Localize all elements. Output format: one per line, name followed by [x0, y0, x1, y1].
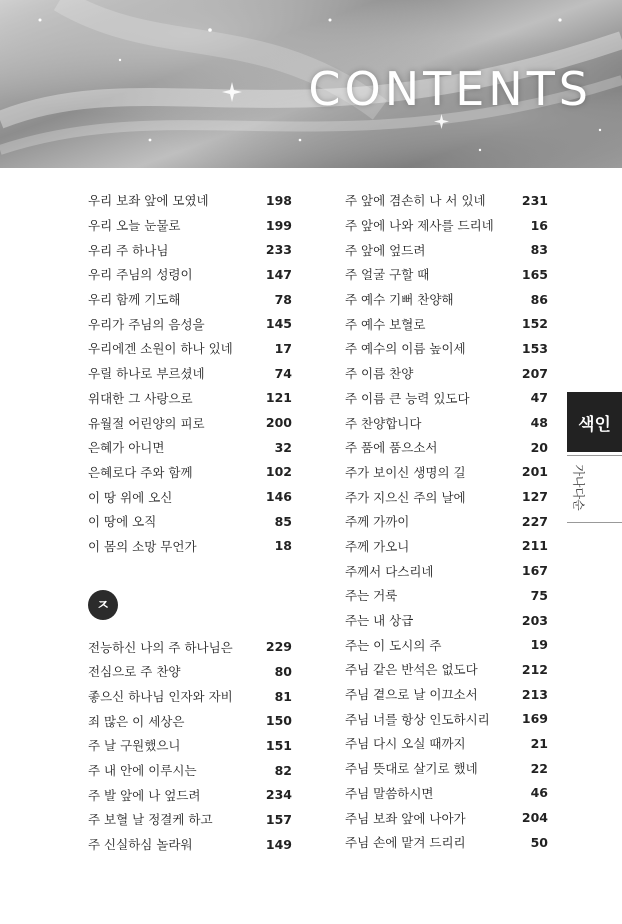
entry-page-number: 151 [265, 737, 292, 753]
entry-page-number: 234 [265, 787, 292, 803]
entry-page-number: 213 [521, 686, 548, 702]
index-entry[interactable] [88, 435, 292, 460]
index-entry[interactable] [345, 410, 548, 435]
entry-page-number: 233 [265, 242, 292, 258]
entry-title: 주 내 안에 이루시는 [88, 763, 197, 779]
entry-page-number: 146 [265, 489, 292, 505]
index-entry[interactable] [345, 682, 548, 707]
alphabetical-label [567, 455, 591, 519]
index-entry[interactable] [88, 213, 292, 238]
index-entry[interactable] [345, 361, 548, 386]
entry-page-number: 212 [521, 661, 548, 677]
index-entry[interactable] [345, 287, 548, 312]
entry-page-number: 81 [274, 688, 292, 704]
index-entry[interactable] [88, 659, 292, 684]
entry-title: 주님 너를 항상 인도하시리 [345, 711, 490, 727]
entry-page-number: 78 [274, 291, 292, 307]
entry-title: 은혜가 아니면 [88, 440, 165, 456]
index-entry[interactable] [88, 534, 292, 559]
entry-page-number: 167 [521, 563, 548, 579]
index-column-right [345, 188, 548, 855]
entry-page-number: 198 [265, 192, 292, 208]
entry-title: 주님 다시 오실 때까지 [345, 736, 466, 752]
entry-title: 주님 곁으로 날 이끄소서 [345, 687, 478, 703]
entry-title: 전능하신 나의 주 하나님은 [88, 639, 233, 655]
entry-page-number: 150 [265, 713, 292, 729]
entry-title: 주 이름 찬양 [345, 366, 414, 382]
index-entry[interactable] [345, 460, 548, 485]
entry-title: 이 몸의 소망 무언가 [88, 538, 197, 554]
index-entry[interactable] [88, 807, 292, 832]
entry-page-number: 21 [530, 735, 548, 751]
entry-page-number: 75 [530, 587, 548, 603]
entry-page-number: 211 [521, 538, 548, 554]
entry-title: 주 예수 기뻐 찬양해 [345, 292, 454, 308]
index-entry[interactable] [345, 706, 548, 731]
entry-page-number: 165 [521, 266, 548, 282]
entry-page-number: 48 [530, 415, 548, 431]
index-entry[interactable] [88, 188, 292, 213]
index-entry[interactable] [345, 608, 548, 633]
entry-page-number: 153 [521, 340, 548, 356]
index-list-right [345, 188, 548, 855]
entry-page-number: 157 [265, 811, 292, 827]
index-entry[interactable] [345, 731, 548, 756]
index-entry[interactable] [345, 534, 548, 559]
entry-title: 우리 함께 기도해 [88, 292, 181, 308]
entry-title: 주 발 앞에 나 엎드려 [88, 787, 201, 803]
index-entry[interactable] [345, 435, 548, 460]
entry-title: 주께 가까이 [345, 514, 410, 530]
entry-page-number: 145 [265, 316, 292, 332]
entry-page-number: 32 [274, 439, 292, 455]
entry-page-number: 47 [530, 390, 548, 406]
index-entry[interactable] [88, 733, 292, 758]
index-entry[interactable] [345, 311, 548, 336]
entry-page-number: 82 [274, 762, 292, 778]
entry-page-number: 169 [521, 711, 548, 727]
entry-title: 이 땅 위에 오신 [88, 489, 173, 505]
entry-page-number: 80 [274, 663, 292, 679]
index-entry[interactable] [345, 336, 548, 361]
entry-title: 주 보혈 날 정결케 하고 [88, 812, 213, 828]
entry-title: 주 앞에 엎드려 [345, 242, 426, 258]
entry-title: 주 날 구원했으니 [88, 738, 181, 754]
entry-title: 주님 같은 반석은 없도다 [345, 662, 478, 678]
entry-title: 주님 말씀하시면 [345, 785, 434, 801]
entry-page-number: 201 [521, 464, 548, 480]
entry-title: 주는 내 상급 [345, 613, 414, 629]
entry-page-number: 204 [521, 810, 548, 826]
entry-page-number: 203 [521, 612, 548, 628]
index-entry[interactable] [345, 509, 548, 534]
entry-title: 주 찬양합니다 [345, 415, 422, 431]
entry-title: 주가 보이신 생명의 길 [345, 464, 466, 480]
entry-title: 주님 손에 맡겨 드리리 [345, 835, 466, 851]
index-entry[interactable] [88, 832, 292, 857]
index-entry[interactable] [345, 213, 548, 238]
entry-title: 주님 뜻대로 살기로 했네 [345, 761, 478, 777]
entry-title: 우리 보좌 앞에 모였네 [88, 193, 209, 209]
index-entry[interactable] [88, 311, 292, 336]
index-entry[interactable] [345, 805, 548, 830]
entry-page-number: 85 [274, 513, 292, 529]
entry-title: 주 이름 큰 능력 있도다 [345, 390, 470, 406]
entry-page-number: 149 [265, 836, 292, 852]
entry-page-number: 22 [530, 760, 548, 776]
entry-page-number: 127 [521, 489, 548, 505]
entry-page-number: 83 [530, 242, 548, 258]
index-entry[interactable] [88, 509, 292, 534]
entry-page-number: 152 [521, 316, 548, 332]
entry-title: 은혜로다 주와 함께 [88, 464, 193, 480]
side-divider-bottom [567, 522, 622, 523]
index-entry[interactable] [345, 583, 548, 608]
index-entry[interactable] [88, 386, 292, 411]
entry-title: 주께서 다스리네 [345, 563, 434, 579]
index-entry[interactable] [345, 386, 548, 411]
entry-page-number: 20 [530, 439, 548, 455]
index-list-left-bottom [88, 634, 292, 856]
index-entry[interactable] [88, 460, 292, 485]
entry-title: 주 품에 품으소서 [345, 440, 438, 456]
index-entry[interactable] [345, 756, 548, 781]
entry-title: 우리 주 하나님 [88, 242, 169, 258]
entry-page-number: 229 [265, 639, 292, 655]
section-badge-jieut: ㅈ [88, 590, 118, 620]
entry-page-number: 121 [265, 390, 292, 406]
entry-page-number: 46 [530, 785, 548, 801]
entry-title: 주 예수의 이름 높이세 [345, 341, 466, 357]
entry-title: 주 신실하심 놀라워 [88, 837, 193, 853]
index-column-left [88, 188, 292, 857]
index-entry[interactable] [88, 634, 292, 659]
entry-title: 주는 이 도시의 주 [345, 637, 442, 653]
index-entry[interactable] [345, 558, 548, 583]
entry-title: 위대한 그 사랑으로 [88, 390, 193, 406]
entry-page-number: 86 [530, 291, 548, 307]
entry-title: 우리 주님의 성령이 [88, 267, 193, 283]
entry-page-number: 207 [521, 365, 548, 381]
index-entry[interactable] [345, 657, 548, 682]
index-entry[interactable] [88, 758, 292, 783]
entry-page-number: 200 [265, 415, 292, 431]
index-entry[interactable] [88, 782, 292, 807]
index-entry[interactable] [88, 708, 292, 733]
index-entry[interactable] [88, 361, 292, 386]
index-entry[interactable] [88, 237, 292, 262]
entry-page-number: 227 [521, 513, 548, 529]
entry-title: 주 예수 보혈로 [345, 316, 426, 332]
index-tab[interactable]: 색인 [567, 392, 622, 452]
entry-title: 우릴 하나로 부르셨네 [88, 366, 205, 382]
entry-title: 주님 보좌 앞에 나아가 [345, 810, 466, 826]
index-entry[interactable] [345, 632, 548, 657]
header-banner [0, 0, 622, 168]
entry-title: 죄 많은 이 세상은 [88, 713, 185, 729]
index-entry[interactable] [88, 484, 292, 509]
index-entry[interactable] [88, 262, 292, 287]
index-entry[interactable] [345, 262, 548, 287]
entry-page-number: 102 [265, 464, 292, 480]
entry-title: 주 앞에 겸손히 나 서 있네 [345, 193, 486, 209]
index-entry[interactable] [345, 830, 548, 855]
entry-page-number: 17 [274, 340, 292, 356]
entry-title: 우리에겐 소원이 하나 있네 [88, 341, 233, 357]
entry-title: 좋으신 하나님 인자와 자비 [88, 689, 233, 705]
index-entry[interactable] [88, 684, 292, 709]
index-entry[interactable] [345, 237, 548, 262]
index-entry[interactable] [88, 336, 292, 361]
entry-title: 전심으로 주 찬양 [88, 664, 181, 680]
entry-title: 주가 지으신 주의 날에 [345, 489, 466, 505]
index-list-left-top [88, 188, 292, 558]
entry-title: 주께 가오니 [345, 538, 410, 554]
entry-page-number: 19 [530, 637, 548, 653]
entry-title: 주 앞에 나와 제사를 드리네 [345, 218, 494, 234]
index-entry[interactable] [345, 188, 548, 213]
entry-page-number: 74 [274, 365, 292, 381]
entry-page-number: 16 [530, 217, 548, 233]
entry-page-number: 50 [530, 834, 548, 850]
entry-page-number: 147 [265, 266, 292, 282]
entry-title: 유월절 어린양의 피로 [88, 415, 205, 431]
index-entry[interactable] [88, 287, 292, 312]
entry-page-number: 18 [274, 538, 292, 554]
entry-title: 주는 거룩 [345, 588, 398, 604]
entry-title: 주 얼굴 구할 때 [345, 267, 430, 283]
entry-title: 이 땅에 오직 [88, 514, 157, 530]
alphabetical-label-text: 가나다순 [571, 463, 586, 511]
index-entry[interactable] [88, 410, 292, 435]
entry-title: 우리 오늘 눈물로 [88, 218, 181, 234]
index-entry[interactable] [345, 781, 548, 806]
index-entry[interactable] [345, 484, 548, 509]
page-title: CONTENTS [308, 62, 592, 116]
entry-title: 우리가 주님의 음성을 [88, 316, 205, 332]
entry-page-number: 231 [521, 192, 548, 208]
entry-page-number: 199 [265, 217, 292, 233]
